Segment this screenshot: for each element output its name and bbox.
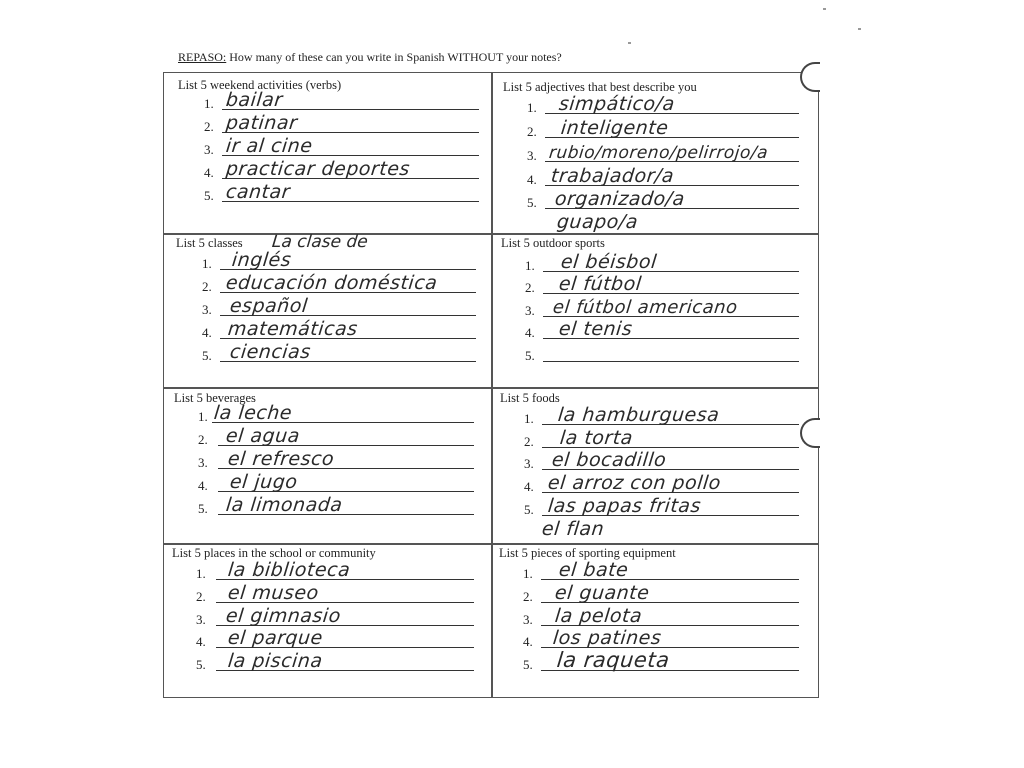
cell-title: List 5 beverages bbox=[174, 391, 256, 405]
item-number: 2. bbox=[198, 432, 208, 447]
scan-speck bbox=[858, 28, 861, 30]
handwritten-answer: el flan bbox=[540, 518, 606, 540]
item-number: 1. bbox=[525, 258, 535, 273]
list-item bbox=[503, 165, 803, 190]
handwritten-answer: el arroz con pollo bbox=[546, 472, 723, 494]
handwritten-answer: el gimnasio bbox=[224, 605, 342, 627]
item-number: 2. bbox=[204, 119, 214, 134]
list-item bbox=[178, 181, 483, 206]
cell-title: List 5 foods bbox=[500, 391, 560, 405]
item-number: 3. bbox=[523, 612, 533, 627]
list-item bbox=[174, 425, 479, 450]
handwritten-answer: inteligente bbox=[559, 117, 670, 139]
item-number: 5. bbox=[198, 501, 208, 516]
item-number: 4. bbox=[525, 325, 535, 340]
item-number: 5. bbox=[202, 348, 212, 363]
handwritten-answer: simpático/a bbox=[557, 93, 676, 115]
handwritten-answer: el agua bbox=[224, 425, 302, 447]
handwritten-answer: bailar bbox=[224, 89, 284, 111]
handwritten-answer: la biblioteca bbox=[226, 559, 352, 581]
item-number: 3. bbox=[524, 456, 534, 471]
item-number: 1. bbox=[204, 96, 214, 111]
page-title bbox=[178, 50, 562, 65]
list-item bbox=[499, 559, 803, 584]
list-item bbox=[176, 341, 481, 366]
list-item-extra bbox=[503, 211, 803, 236]
answer-line bbox=[543, 361, 799, 362]
item-number: 5. bbox=[524, 502, 534, 517]
cell-title: List 5 places in the school or community bbox=[172, 546, 376, 560]
list-item bbox=[172, 627, 480, 652]
list-item bbox=[503, 93, 803, 118]
list-item bbox=[503, 144, 803, 166]
handwritten-answer: los patines bbox=[551, 627, 663, 649]
item-number: 3. bbox=[198, 455, 208, 470]
item-number: 5. bbox=[523, 657, 533, 672]
cell-title: List 5 classes bbox=[176, 236, 243, 250]
item-number: 3. bbox=[202, 302, 212, 317]
item-number: 4. bbox=[196, 634, 206, 649]
handwritten-answer: el fútbol bbox=[557, 273, 643, 295]
item-number: 4. bbox=[524, 479, 534, 494]
handwritten-answer: el tenis bbox=[557, 318, 634, 340]
handwritten-answer: el guante bbox=[553, 582, 651, 604]
handwritten-answer: el jugo bbox=[228, 471, 299, 493]
list-item bbox=[172, 605, 480, 630]
handwritten-answer: ciencias bbox=[228, 341, 312, 363]
list-item bbox=[500, 404, 803, 429]
list-item bbox=[499, 582, 803, 607]
handwritten-answer: la torta bbox=[558, 427, 635, 449]
item-number: 5. bbox=[196, 657, 206, 672]
item-number: 1. bbox=[202, 256, 212, 271]
list-item bbox=[176, 249, 481, 274]
item-number: 2. bbox=[524, 434, 534, 449]
handwritten-answer: el bocadillo bbox=[550, 449, 668, 471]
item-number: 2. bbox=[202, 279, 212, 294]
handwritten-answer: el museo bbox=[226, 582, 320, 604]
cell-title: List 5 adjectives that best describe you bbox=[503, 80, 697, 94]
item-number: 3. bbox=[196, 612, 206, 627]
handwritten-answer: las papas fritas bbox=[546, 495, 703, 517]
handwritten-answer: el bate bbox=[557, 559, 630, 581]
cell-title: List 5 outdoor sports bbox=[501, 236, 605, 250]
handwritten-answer: matemáticas bbox=[226, 318, 359, 340]
item-number: 5. bbox=[525, 348, 535, 363]
item-number: 2. bbox=[525, 280, 535, 295]
item-number: 4. bbox=[198, 478, 208, 493]
list-item bbox=[176, 272, 481, 297]
list-item bbox=[178, 135, 483, 160]
handwritten-answer: inglés bbox=[230, 249, 293, 271]
item-number: 3. bbox=[204, 142, 214, 157]
handwritten-answer: educación doméstica bbox=[224, 272, 439, 294]
item-number: 5. bbox=[204, 188, 214, 203]
grid-divider-row-3 bbox=[163, 543, 819, 545]
scan-speck bbox=[628, 42, 631, 44]
list-item bbox=[503, 117, 803, 142]
list-item bbox=[172, 650, 480, 675]
list-item bbox=[499, 648, 803, 675]
handwritten-answer: rubio/moreno/pelirrojo/a bbox=[547, 143, 770, 163]
handwritten-answer: organizado/a bbox=[553, 188, 686, 210]
cell-title: List 5 pieces of sporting equipment bbox=[499, 546, 676, 560]
handwritten-answer: la raqueta bbox=[555, 648, 671, 672]
item-number: 2. bbox=[196, 589, 206, 604]
list-item bbox=[500, 495, 803, 520]
review-label: REPASO: bbox=[178, 50, 227, 64]
list-item bbox=[501, 318, 803, 343]
handwritten-answer: el parque bbox=[226, 627, 324, 649]
list-item bbox=[500, 449, 803, 474]
handwritten-answer: español bbox=[228, 295, 309, 317]
handwritten-answer: la hamburguesa bbox=[556, 404, 721, 426]
handwritten-answer: el fútbol americano bbox=[551, 297, 739, 318]
handwritten-answer: la limonada bbox=[224, 494, 344, 516]
list-item bbox=[178, 89, 483, 114]
list-item bbox=[501, 344, 803, 366]
item-number: 1. bbox=[523, 566, 533, 581]
handwritten-answer: la piscina bbox=[226, 650, 324, 672]
handwritten-answer: guapo/a bbox=[555, 211, 640, 233]
list-item bbox=[176, 295, 481, 320]
handwritten-answer: trabajador/a bbox=[549, 165, 676, 187]
item-number: 4. bbox=[527, 172, 537, 187]
handwritten-answer: el refresco bbox=[226, 448, 336, 470]
item-number: 5. bbox=[527, 195, 537, 210]
list-item bbox=[501, 273, 803, 298]
list-item bbox=[178, 112, 483, 137]
handwritten-answer: el béisbol bbox=[559, 251, 659, 273]
list-item bbox=[174, 448, 479, 473]
item-number: 1. bbox=[196, 566, 206, 581]
list-item bbox=[174, 402, 479, 427]
list-item bbox=[172, 582, 480, 607]
handwritten-answer: practicar deportes bbox=[224, 158, 412, 180]
handwritten-title-note: La clase de bbox=[270, 232, 369, 252]
item-number: 4. bbox=[523, 634, 533, 649]
item-number: 1. bbox=[198, 409, 208, 424]
list-item-extra bbox=[500, 518, 803, 543]
item-number: 2. bbox=[527, 124, 537, 139]
review-prompt: How many of these can you write in Spanish WITHOUT your notes? bbox=[229, 50, 562, 64]
list-item bbox=[174, 494, 479, 519]
list-item bbox=[501, 299, 803, 321]
item-number: 4. bbox=[204, 165, 214, 180]
handwritten-answer: cantar bbox=[224, 181, 292, 203]
item-number: 3. bbox=[527, 148, 537, 163]
grid-divider-vertical bbox=[491, 72, 493, 698]
handwritten-answer: la leche bbox=[212, 402, 294, 424]
item-number: 3. bbox=[525, 303, 535, 318]
scan-speck bbox=[823, 8, 826, 10]
grid-divider-row-2 bbox=[163, 387, 819, 389]
cell-title: List 5 weekend activities (verbs) bbox=[178, 78, 342, 92]
list-item bbox=[176, 318, 481, 343]
item-number: 4. bbox=[202, 325, 212, 340]
list-item bbox=[500, 472, 803, 497]
item-number: 2. bbox=[523, 589, 533, 604]
list-item bbox=[501, 251, 803, 276]
list-item bbox=[503, 188, 803, 213]
list-item bbox=[174, 471, 479, 496]
handwritten-answer: patinar bbox=[224, 112, 299, 134]
handwritten-answer: la pelota bbox=[553, 605, 644, 627]
list-item bbox=[178, 158, 483, 183]
list-item bbox=[172, 559, 480, 584]
item-number: 1. bbox=[524, 411, 534, 426]
handwritten-answer: ir al cine bbox=[224, 135, 314, 157]
item-number: 1. bbox=[527, 100, 537, 115]
